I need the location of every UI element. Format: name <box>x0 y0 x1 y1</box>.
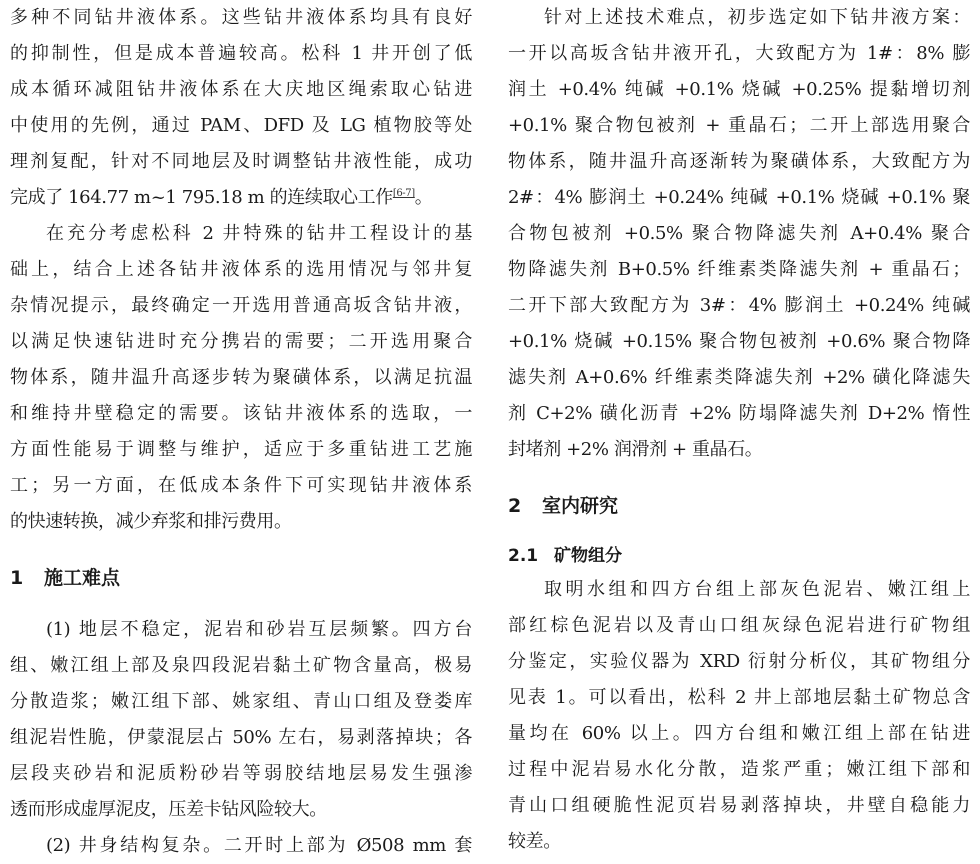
text-line: 见表 1。可以看出，松科 2 井上部地层黏土矿物总含 <box>508 687 970 708</box>
text-line: 量均在 60% 以上。四方台组和嫩江组上部在钻进 <box>508 723 970 744</box>
right-column <box>508 0 970 860</box>
section-number: 2 <box>508 495 522 517</box>
text-line: 物体系，随井温升高逐渐转为聚磺体系，大致配方为 <box>508 151 970 172</box>
text-line: 物降滤失剂 B+0.5% 纤维素类降滤失剂 + 重晶石； <box>508 259 970 280</box>
section-heading-1 <box>10 558 472 598</box>
text-line: +0.1% 烧碱 +0.15% 聚合物包被剂 +0.6% 聚合物降 <box>508 331 970 352</box>
text-line: 针对上述技术难点，初步选定如下钻井液方案： <box>544 7 970 28</box>
text-line: 分鉴定，实验仪器为 XRD 衍射分析仪，其矿物组分 <box>508 651 970 672</box>
paragraph-difficulty-1 <box>10 612 472 828</box>
section-title: 施工难点 <box>44 567 121 589</box>
text-line: 滤失剂 A+0.6% 纤维素类降滤失剂 +2% 磺化降滤失 <box>508 367 970 388</box>
paragraph-difficulty-2 <box>10 828 472 864</box>
text-line: 部红棕色泥岩以及青山口组灰绿色泥岩进行矿物组 <box>508 615 970 636</box>
text-line: 的快速转换，减少弃浆和排污费用。 <box>10 511 292 532</box>
text-line: 工；另一方面，在低成本条件下可实现钻井液体系 <box>10 475 472 496</box>
text-line: 润土 +0.4% 纯碱 +0.1% 烧碱 +0.25% 提黏增切剂 <box>508 79 970 100</box>
text-line: 组泥岩性脆，伊蒙混层占 50% 左右，易剥落掉块；各 <box>10 727 472 748</box>
text-line: 过程中泥岩易水化分散，造浆严重；嫩江组下部和 <box>508 759 970 780</box>
text-line: 杂情况提示，最终确定一开选用普通高坂含钻井液， <box>10 295 472 316</box>
subsection-heading-2-1 <box>508 540 970 572</box>
text-line: 物体系，随井温升高逐步转为聚磺体系，以满足抗温 <box>10 367 472 388</box>
citation-ref[interactable]: [6-7] <box>392 188 415 199</box>
text-line: 和维持井壁稳定的需要。该钻井液体系的选取，一 <box>10 403 472 424</box>
text-line: 成本循环减阻钻井液体系在大庆地区绳索取心钻进 <box>10 79 472 100</box>
text-line: 二开下部大致配方为 3#：4% 膨润土 +0.24% 纯碱 <box>508 295 970 316</box>
text-line: 完成了 164.77 m~1 795.18 m 的连续取心工作[6-7]。 <box>10 187 433 208</box>
section-title: 室内研究 <box>542 495 619 517</box>
text-line: 础上，结合上述各钻井液体系的选用情况与邻井复 <box>10 259 472 280</box>
text-line: 剂 C+2% 磺化沥青 +2% 防塌降滤失剂 D+2% 惰性 <box>508 403 970 424</box>
text-line: +0.1% 聚合物包被剂 + 重晶石；二开上部选用聚合 <box>508 115 970 136</box>
paragraph-fluid-formulas <box>508 0 970 468</box>
text-line: 取明水组和四方台组上部灰色泥岩、嫩江组上 <box>544 579 970 600</box>
text-line: 的抑制性，但是成本普遍较高。松科 1 井开创了低 <box>10 43 472 64</box>
section-number: 1 <box>10 567 24 589</box>
text-line: 理剂复配，针对不同地层及时调整钻井液性能，成功 <box>10 151 472 172</box>
text-line: 层段夹砂岩和泥质粉砂岩等弱胶结地层易发生强渗 <box>10 763 472 784</box>
paragraph-fluid-selection <box>10 216 472 540</box>
text-line: 方面性能易于调整与维护，适应于多重钻进工艺施 <box>10 439 472 460</box>
text-line: 分散造浆；嫩江组下部、姚家组、青山口组及登娄库 <box>10 691 472 712</box>
paragraph-drilling-fluid-history <box>10 0 472 216</box>
text-line: 较差。 <box>508 831 561 852</box>
text-line: (2) 井身结构复杂。二开时上部为 Ø508 mm 套 <box>46 835 472 856</box>
section-heading-2 <box>508 486 970 526</box>
text-line: 以满足快速钻进时充分携岩的需要；二开选用聚合 <box>10 331 472 352</box>
text-line: 中使用的先例，通过 PAM、DFD 及 LG 植物胶等处 <box>10 115 472 136</box>
text-line: 组、嫩江组上部及泉四段泥岩黏土矿物含量高，极易 <box>10 655 472 676</box>
text-line: 透而形成虚厚泥皮，压差卡钻风险较大。 <box>10 799 327 820</box>
subsection-number: 2.1 <box>508 546 539 566</box>
left-column <box>10 0 472 864</box>
text-line: (1) 地层不稳定，泥岩和砂岩互层频繁。四方台 <box>46 619 472 640</box>
subsection-title: 矿物组分 <box>554 546 622 566</box>
paragraph-mineral-composition <box>508 572 970 860</box>
text-line: 多种不同钻井液体系。这些钻井液体系均具有良好 <box>10 7 472 28</box>
text-line: 青山口组硬脆性泥页岩易剥落掉块，井壁自稳能力 <box>508 795 970 816</box>
text-line: 2#：4% 膨润土 +0.24% 纯碱 +0.1% 烧碱 +0.1% 聚 <box>508 187 970 208</box>
text-line: 一开以高坂含钻井液开孔，大致配方为 1#：8% 膨 <box>508 43 970 64</box>
text-line: 封堵剂 +2% 润滑剂 + 重晶石。 <box>508 439 763 460</box>
text-line: 在充分考虑松科 2 井特殊的钻井工程设计的基 <box>46 223 472 244</box>
text-line: 合物包被剂 +0.5% 聚合物降滤失剂 A+0.4% 聚合 <box>508 223 970 244</box>
